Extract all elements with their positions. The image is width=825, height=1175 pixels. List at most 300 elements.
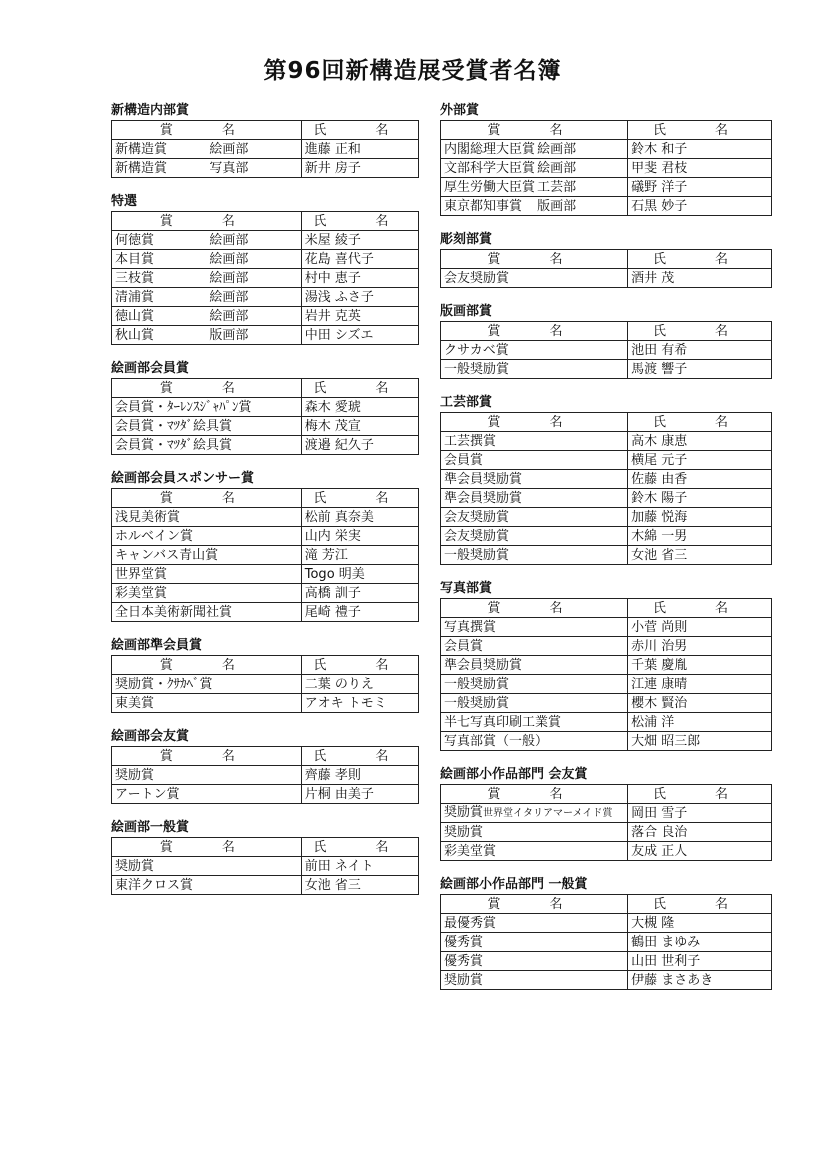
recipient-name: 松浦 洋 [628, 713, 772, 732]
header-award: 賞 名 [441, 413, 628, 432]
table-header-row [441, 413, 772, 432]
department [534, 341, 628, 360]
department [534, 914, 628, 933]
award-name [441, 140, 535, 159]
department [534, 842, 628, 861]
table-row [441, 470, 772, 489]
award-label: 優秀賞 [444, 953, 484, 969]
table-row [441, 952, 772, 971]
department [206, 546, 301, 565]
table-header-row [441, 599, 772, 618]
award-name [112, 140, 207, 159]
award-label: 奨励賞 [444, 805, 484, 820]
header-award: 賞 名 [112, 121, 302, 140]
table-row [441, 178, 772, 197]
award-label: 奨励賞・ｸｻｶﾍﾞ賞 [115, 676, 213, 692]
recipient-name: 岡田 雪子 [628, 804, 772, 823]
table-header-row [441, 322, 772, 341]
section-title: 特選 [111, 194, 138, 209]
department [534, 432, 628, 451]
recipient-name: 片桐 由美子 [301, 785, 418, 804]
header-name: 氏 名 [301, 656, 418, 675]
department [534, 694, 628, 713]
award-name [112, 857, 207, 876]
table-header-row [112, 121, 419, 140]
recipient-name: 尾崎 禮子 [301, 603, 418, 622]
table-row [112, 584, 419, 603]
department [534, 823, 628, 842]
department [534, 675, 628, 694]
right-column [440, 102, 772, 1005]
table-row [441, 914, 772, 933]
award-label: 会員賞・ﾏﾂﾀﾞ絵具賞 [115, 418, 233, 434]
recipient-name: 中田 シズエ [301, 326, 418, 345]
award-label: 会員賞・ﾏﾂﾀﾞ絵具賞 [115, 437, 233, 453]
header-award: 賞 名 [441, 121, 628, 140]
table-header-row [112, 656, 419, 675]
award-label: 清浦賞 [115, 289, 155, 305]
header-name: 氏 名 [628, 895, 772, 914]
department [534, 489, 628, 508]
department [206, 857, 301, 876]
award-section [111, 728, 419, 804]
recipient-name: 山内 栄実 [301, 527, 418, 546]
award-section [440, 876, 772, 990]
department [206, 508, 301, 527]
recipient-name: 佐藤 由香 [628, 470, 772, 489]
section-title: 新構造内部賞 [111, 103, 190, 118]
department [534, 470, 628, 489]
recipient-name: 滝 芳江 [301, 546, 418, 565]
table-row [112, 436, 419, 455]
award-name [441, 269, 535, 288]
table-row [112, 694, 419, 713]
award-table [440, 120, 772, 216]
award-name [441, 360, 535, 379]
award-label: 準会員奨励賞 [444, 657, 523, 673]
department [206, 785, 301, 804]
award-section [440, 102, 772, 216]
recipient-name: アオキ トモミ [301, 694, 418, 713]
award-label: 会友奨励賞 [444, 270, 510, 286]
award-name [441, 197, 535, 216]
department: 絵画部 [206, 307, 301, 326]
table-row [112, 398, 419, 417]
table-header-row [112, 379, 419, 398]
header-name: 氏 名 [301, 747, 418, 766]
award-name [441, 527, 535, 546]
department [534, 637, 628, 656]
header-award: 賞 名 [112, 212, 302, 231]
header-award: 賞 名 [112, 656, 302, 675]
award-label: ホルベイン賞 [115, 528, 194, 544]
recipient-name: 江連 康晴 [628, 675, 772, 694]
department: 絵画部 [206, 140, 301, 159]
award-label: 一般奨励賞 [444, 695, 510, 711]
table-header-row [441, 250, 772, 269]
award-label: 半七写真印刷工業賞 [444, 714, 562, 730]
award-name [441, 159, 535, 178]
recipient-name: Togo 明美 [301, 565, 418, 584]
table-row [441, 694, 772, 713]
award-label: クサカベ賞 [444, 342, 509, 358]
table-header-row [441, 895, 772, 914]
award-name [441, 675, 535, 694]
table-row [112, 159, 419, 178]
table-row [112, 307, 419, 326]
award-section [111, 102, 419, 178]
award-label: 優秀賞 [444, 934, 484, 950]
table-row [441, 546, 772, 565]
header-name: 氏 名 [301, 121, 418, 140]
table-row [441, 269, 772, 288]
award-section [440, 394, 772, 565]
award-label: 新構造賞 [115, 141, 168, 157]
award-label: 奨励賞 [444, 824, 484, 840]
department: 写真部 [206, 159, 301, 178]
table-row [441, 618, 772, 637]
department: 絵画部 [206, 288, 301, 307]
award-table [440, 598, 772, 751]
department: 版画部 [534, 197, 628, 216]
recipient-name: 前田 ネイト [301, 857, 418, 876]
award-table [111, 746, 419, 804]
award-section [440, 303, 772, 379]
award-name [441, 489, 535, 508]
header-name: 氏 名 [628, 599, 772, 618]
table-row [112, 876, 419, 895]
award-table [111, 211, 419, 345]
recipient-name: 岩井 克英 [301, 307, 418, 326]
award-label: 彩美堂賞 [444, 843, 497, 859]
department: 絵画部 [534, 159, 628, 178]
award-label: 奨励賞 [444, 972, 484, 988]
recipient-name: 小菅 尚則 [628, 618, 772, 637]
award-name [112, 565, 207, 584]
award-label: 文部科学大臣賞 [444, 160, 536, 176]
section-title: 絵画部会員スポンサー賞 [111, 471, 255, 486]
award-name [112, 876, 207, 895]
header-name: 氏 名 [301, 379, 418, 398]
recipient-name: 千葉 慶胤 [628, 656, 772, 675]
award-name [112, 307, 207, 326]
recipient-name: 梅木 茂宣 [301, 417, 418, 436]
department: 絵画部 [206, 231, 301, 250]
award-name [441, 732, 549, 751]
award-name [112, 675, 213, 694]
section-title: 絵画部小作品部門 一般賞 [440, 877, 588, 892]
award-label: 東洋クロス賞 [115, 877, 194, 893]
recipient-name: 大槻 隆 [628, 914, 772, 933]
award-name [441, 823, 535, 842]
award-name [112, 250, 207, 269]
department [534, 451, 628, 470]
department: 版画部 [206, 326, 301, 345]
award-label: キャンバス青山賞 [115, 547, 219, 563]
award-name [441, 618, 535, 637]
award-label: 全日本美術新聞社賞 [115, 604, 233, 620]
award-label: 三枝賞 [115, 270, 155, 286]
table-row [441, 432, 772, 451]
table-row [112, 250, 419, 269]
award-label: 会員賞・ﾀｰﾚﾝｽｼﾞｬﾊﾟﾝ賞 [115, 399, 252, 415]
recipient-name: 礒野 洋子 [628, 178, 772, 197]
section-title: 絵画部準会員賞 [111, 638, 203, 653]
award-name [112, 766, 207, 785]
recipient-name: 二葉 のりえ [301, 675, 418, 694]
section-title: 絵画部会友賞 [111, 729, 190, 744]
table-row [112, 675, 419, 694]
department [206, 694, 301, 713]
award-label: 会友奨励賞 [444, 509, 510, 525]
header-name: 氏 名 [301, 838, 418, 857]
recipient-name: 鶴田 まゆみ [628, 933, 772, 952]
recipient-name: 甲斐 君枝 [628, 159, 772, 178]
award-name [112, 546, 219, 565]
department [534, 971, 628, 990]
award-label: 厚生労働大臣賞 [444, 179, 536, 195]
table-header-row [112, 838, 419, 857]
award-name [112, 417, 233, 436]
header-name: 氏 名 [301, 489, 418, 508]
award-name [112, 603, 233, 622]
recipient-name: 女池 省三 [301, 876, 418, 895]
award-label: アートン賞 [115, 786, 180, 802]
award-label: 一般奨励賞 [444, 547, 510, 563]
recipient-name: 村中 恵子 [301, 269, 418, 288]
table-row [112, 269, 419, 288]
header-award: 賞 名 [441, 785, 628, 804]
table-row [441, 527, 772, 546]
table-row [441, 656, 772, 675]
header-award: 賞 名 [112, 747, 302, 766]
table-row [441, 341, 772, 360]
table-row [112, 326, 419, 345]
award-name [441, 952, 535, 971]
award-label: 秋山賞 [115, 327, 155, 343]
recipient-name: 齊藤 孝則 [301, 766, 418, 785]
recipient-name: 大畑 昭三郎 [628, 732, 772, 751]
table-row [441, 713, 772, 732]
award-label: 新構造賞 [115, 160, 168, 176]
award-name [112, 508, 207, 527]
table-row [112, 288, 419, 307]
table-header-row [112, 747, 419, 766]
header-award: 賞 名 [441, 599, 628, 618]
award-name [112, 288, 207, 307]
table-row [441, 637, 772, 656]
award-name [112, 159, 207, 178]
table-row [441, 804, 772, 823]
table-row [112, 527, 419, 546]
recipient-name: 酒井 茂 [628, 269, 772, 288]
award-label: 本目賞 [115, 251, 155, 267]
department [534, 618, 628, 637]
table-row [112, 140, 419, 159]
table-row [441, 732, 772, 751]
table-row [441, 508, 772, 527]
recipient-name: 落合 良治 [628, 823, 772, 842]
award-section [111, 819, 419, 895]
recipient-name: 花島 喜代子 [301, 250, 418, 269]
section-title: 外部賞 [440, 103, 480, 118]
award-name [441, 914, 535, 933]
recipient-name: 進藤 正和 [301, 140, 418, 159]
section-title: 工芸部賞 [440, 395, 493, 410]
recipient-name: 馬渡 響子 [628, 360, 772, 379]
department [534, 527, 628, 546]
recipient-name: 高木 康恵 [628, 432, 772, 451]
award-name [112, 527, 207, 546]
table-header-row [441, 785, 772, 804]
award-name [112, 398, 252, 417]
award-name [441, 178, 535, 197]
award-name [441, 842, 535, 861]
table-header-row [112, 489, 419, 508]
recipient-name: 渡邉 紀久子 [301, 436, 418, 455]
recipient-name: 米屋 綾子 [301, 231, 418, 250]
section-title: 版画部賞 [440, 304, 493, 319]
award-label: 東京都知事賞 [444, 198, 523, 214]
award-label: 写真部賞（一般） [444, 733, 549, 749]
award-label: 一般奨励賞 [444, 676, 510, 692]
recipient-name: 湯浅 ふさ子 [301, 288, 418, 307]
table-row [112, 417, 419, 436]
header-award: 賞 名 [441, 250, 628, 269]
department [534, 269, 628, 288]
award-table [440, 249, 772, 288]
recipient-name: 女池 省三 [628, 546, 772, 565]
award-label: 写真撰賞 [444, 619, 497, 635]
header-award: 賞 名 [441, 322, 628, 341]
table-row [441, 360, 772, 379]
award-label: 最優秀賞 [444, 915, 497, 931]
table-row [112, 565, 419, 584]
award-name [112, 785, 207, 804]
table-row [112, 508, 419, 527]
award-section [111, 470, 419, 622]
award-name [441, 470, 535, 489]
award-name [112, 436, 233, 455]
award-label: 彩美堂賞 [115, 585, 168, 601]
table-row [441, 823, 772, 842]
section-title: 写真部賞 [440, 581, 493, 596]
header-award: 賞 名 [441, 895, 628, 914]
award-table [111, 120, 419, 178]
table-row [112, 785, 419, 804]
table-header-row [112, 212, 419, 231]
recipient-name: 加藤 悦海 [628, 508, 772, 527]
table-row [112, 231, 419, 250]
award-label: 浅見美術賞 [115, 509, 181, 525]
department [206, 876, 301, 895]
table-row [441, 197, 772, 216]
award-name [112, 326, 207, 345]
table-row [441, 159, 772, 178]
table-row [112, 603, 419, 622]
department [206, 584, 301, 603]
header-award: 賞 名 [112, 489, 302, 508]
award-note: 世界堂イタリアマーメイド賞 [483, 808, 613, 819]
award-label: 東美賞 [115, 695, 155, 711]
award-label: 内閣総理大臣賞 [444, 141, 536, 157]
award-name [441, 508, 535, 527]
award-label: 何徳賞 [115, 232, 155, 248]
recipient-name: 鈴木 陽子 [628, 489, 772, 508]
header-name: 氏 名 [301, 212, 418, 231]
table-row [441, 933, 772, 952]
award-table [440, 784, 772, 861]
header-name: 氏 名 [628, 785, 772, 804]
department: 絵画部 [206, 269, 301, 288]
recipient-name: 池田 有希 [628, 341, 772, 360]
award-label: 準会員奨励賞 [444, 490, 523, 506]
table-row [441, 451, 772, 470]
header-name: 氏 名 [628, 413, 772, 432]
table-row [441, 971, 772, 990]
section-title: 絵画部一般賞 [111, 820, 190, 835]
award-name [112, 694, 207, 713]
department [206, 527, 301, 546]
department [534, 933, 628, 952]
award-name [441, 546, 535, 565]
award-name [112, 269, 207, 288]
table-row [441, 842, 772, 861]
award-name [441, 451, 535, 470]
recipient-name: 友成 正人 [628, 842, 772, 861]
award-name [441, 637, 535, 656]
award-label: 会員賞 [444, 452, 484, 468]
award-label: 徳山賞 [115, 308, 155, 324]
header-award: 賞 名 [112, 838, 302, 857]
department: 工芸部 [534, 178, 628, 197]
award-label: 会友奨励賞 [444, 528, 510, 544]
department [534, 656, 628, 675]
table-row [112, 857, 419, 876]
header-name: 氏 名 [628, 322, 772, 341]
award-section [111, 193, 419, 345]
page-title: 第96回新構造展受賞者名簿 [263, 58, 562, 84]
section-title: 絵画部会員賞 [111, 361, 190, 376]
award-label: 世界堂賞 [115, 566, 168, 582]
award-label: 準会員奨励賞 [444, 471, 523, 487]
recipient-name: 松前 真奈美 [301, 508, 418, 527]
department: 絵画部 [534, 140, 628, 159]
recipient-name: 新井 房子 [301, 159, 418, 178]
header-name: 氏 名 [628, 250, 772, 269]
department [534, 952, 628, 971]
award-table [440, 412, 772, 565]
award-name [441, 694, 535, 713]
award-section [440, 766, 772, 861]
department: 絵画部 [206, 250, 301, 269]
recipient-name: 横尾 元子 [628, 451, 772, 470]
award-label: 工芸撰賞 [444, 433, 497, 449]
recipient-name: 伊藤 まさあき [628, 971, 772, 990]
award-name [441, 971, 535, 990]
award-table [440, 894, 772, 990]
recipient-name: 森木 愛琥 [301, 398, 418, 417]
recipient-name: 石黒 妙子 [628, 197, 772, 216]
award-section [111, 637, 419, 713]
header-award: 賞 名 [112, 379, 302, 398]
header-name: 氏 名 [628, 121, 772, 140]
award-name [441, 341, 535, 360]
award-section [440, 231, 772, 288]
table-row [441, 489, 772, 508]
award-label: 一般奨励賞 [444, 361, 510, 377]
department [206, 565, 301, 584]
